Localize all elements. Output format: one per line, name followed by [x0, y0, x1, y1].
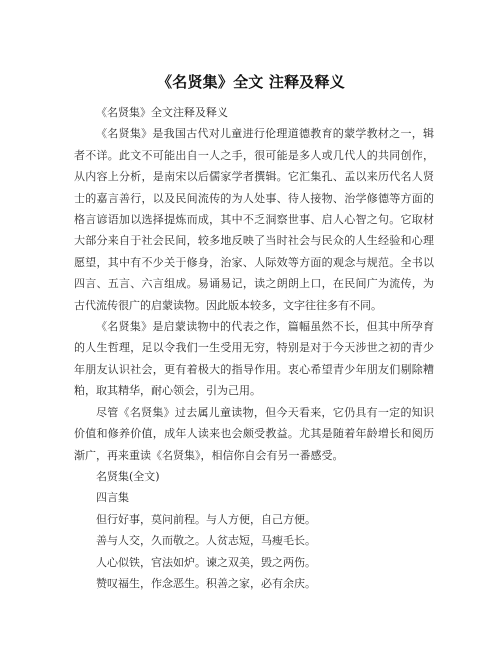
verse-line: 赞叹福生，作念恶生。积善之家，必有余庆。: [96, 576, 316, 590]
paragraph-value: 尽管《名贤集》过去属儿童读物，但今天看来，它仍具有一定的知识价值和修养价值，成年人读来也会颇受教益。尤其是随着年龄增长和阅历渐广，再来重读《名贤集》，相信你自会有另一番感受。: [74, 405, 434, 462]
verse-line: 但行好事，莫问前程。与人方便，自己方便。: [96, 512, 316, 526]
section-heading-four-character: 四言集: [96, 491, 129, 505]
paragraph-significance: 《名贤集》是启蒙读物中的代表之作，篇幅虽然不长，但其中所孕育的人生哲理，足以令我们一生受用无穷，特别是对于今天涉世之初的青少年朋友认识社会，更有着极大的指导作用。衷心希望青少年朋友们剔除糟粕，取其精华，耐心领会，引为己用。: [74, 320, 434, 398]
verse-line: 人心似铁，官法如炉。谏之双美，毁之两伤。: [96, 555, 316, 569]
verse-line: 善与人交，久而敬之。人贫志短，马瘦毛长。: [96, 534, 316, 548]
document-title: 《名贤集》全文 注释及释义: [157, 73, 345, 91]
paragraph-intro: 《名贤集》是我国古代对儿童进行伦理道德教育的蒙学教材之一，辑者不详。此文不可能出自一人之手，很可能是多人或几代人的共同创作，从内容上分析，是南宋以后儒家学者撰辑。它汇集孔、孟以来历代名人贤士的嘉言善行，以及民间流传的为人处事、待人接物、治学修德等方面的格言谚语加以选择提炼而成，其中不乏洞察世事、启人心智之句。它取材大部分来自于社会民间，较多地反映了当时社会与民众的人生经验和心理愿望，其中有不少关于修身，治家、人际效等方面的观念与规范。全书以四言、五言、六言组成。易诵易记，读之朗朗上口，在民间广为流传，为古代流传很广的启蒙读物。因此版本较多，文字往往多有不同。: [74, 127, 434, 312]
intro-heading-line: 《名贤集》全文注释及释义: [96, 106, 228, 119]
section-heading-full-text: 名贤集(全文): [96, 469, 160, 483]
document-body: [74, 102, 434, 594]
